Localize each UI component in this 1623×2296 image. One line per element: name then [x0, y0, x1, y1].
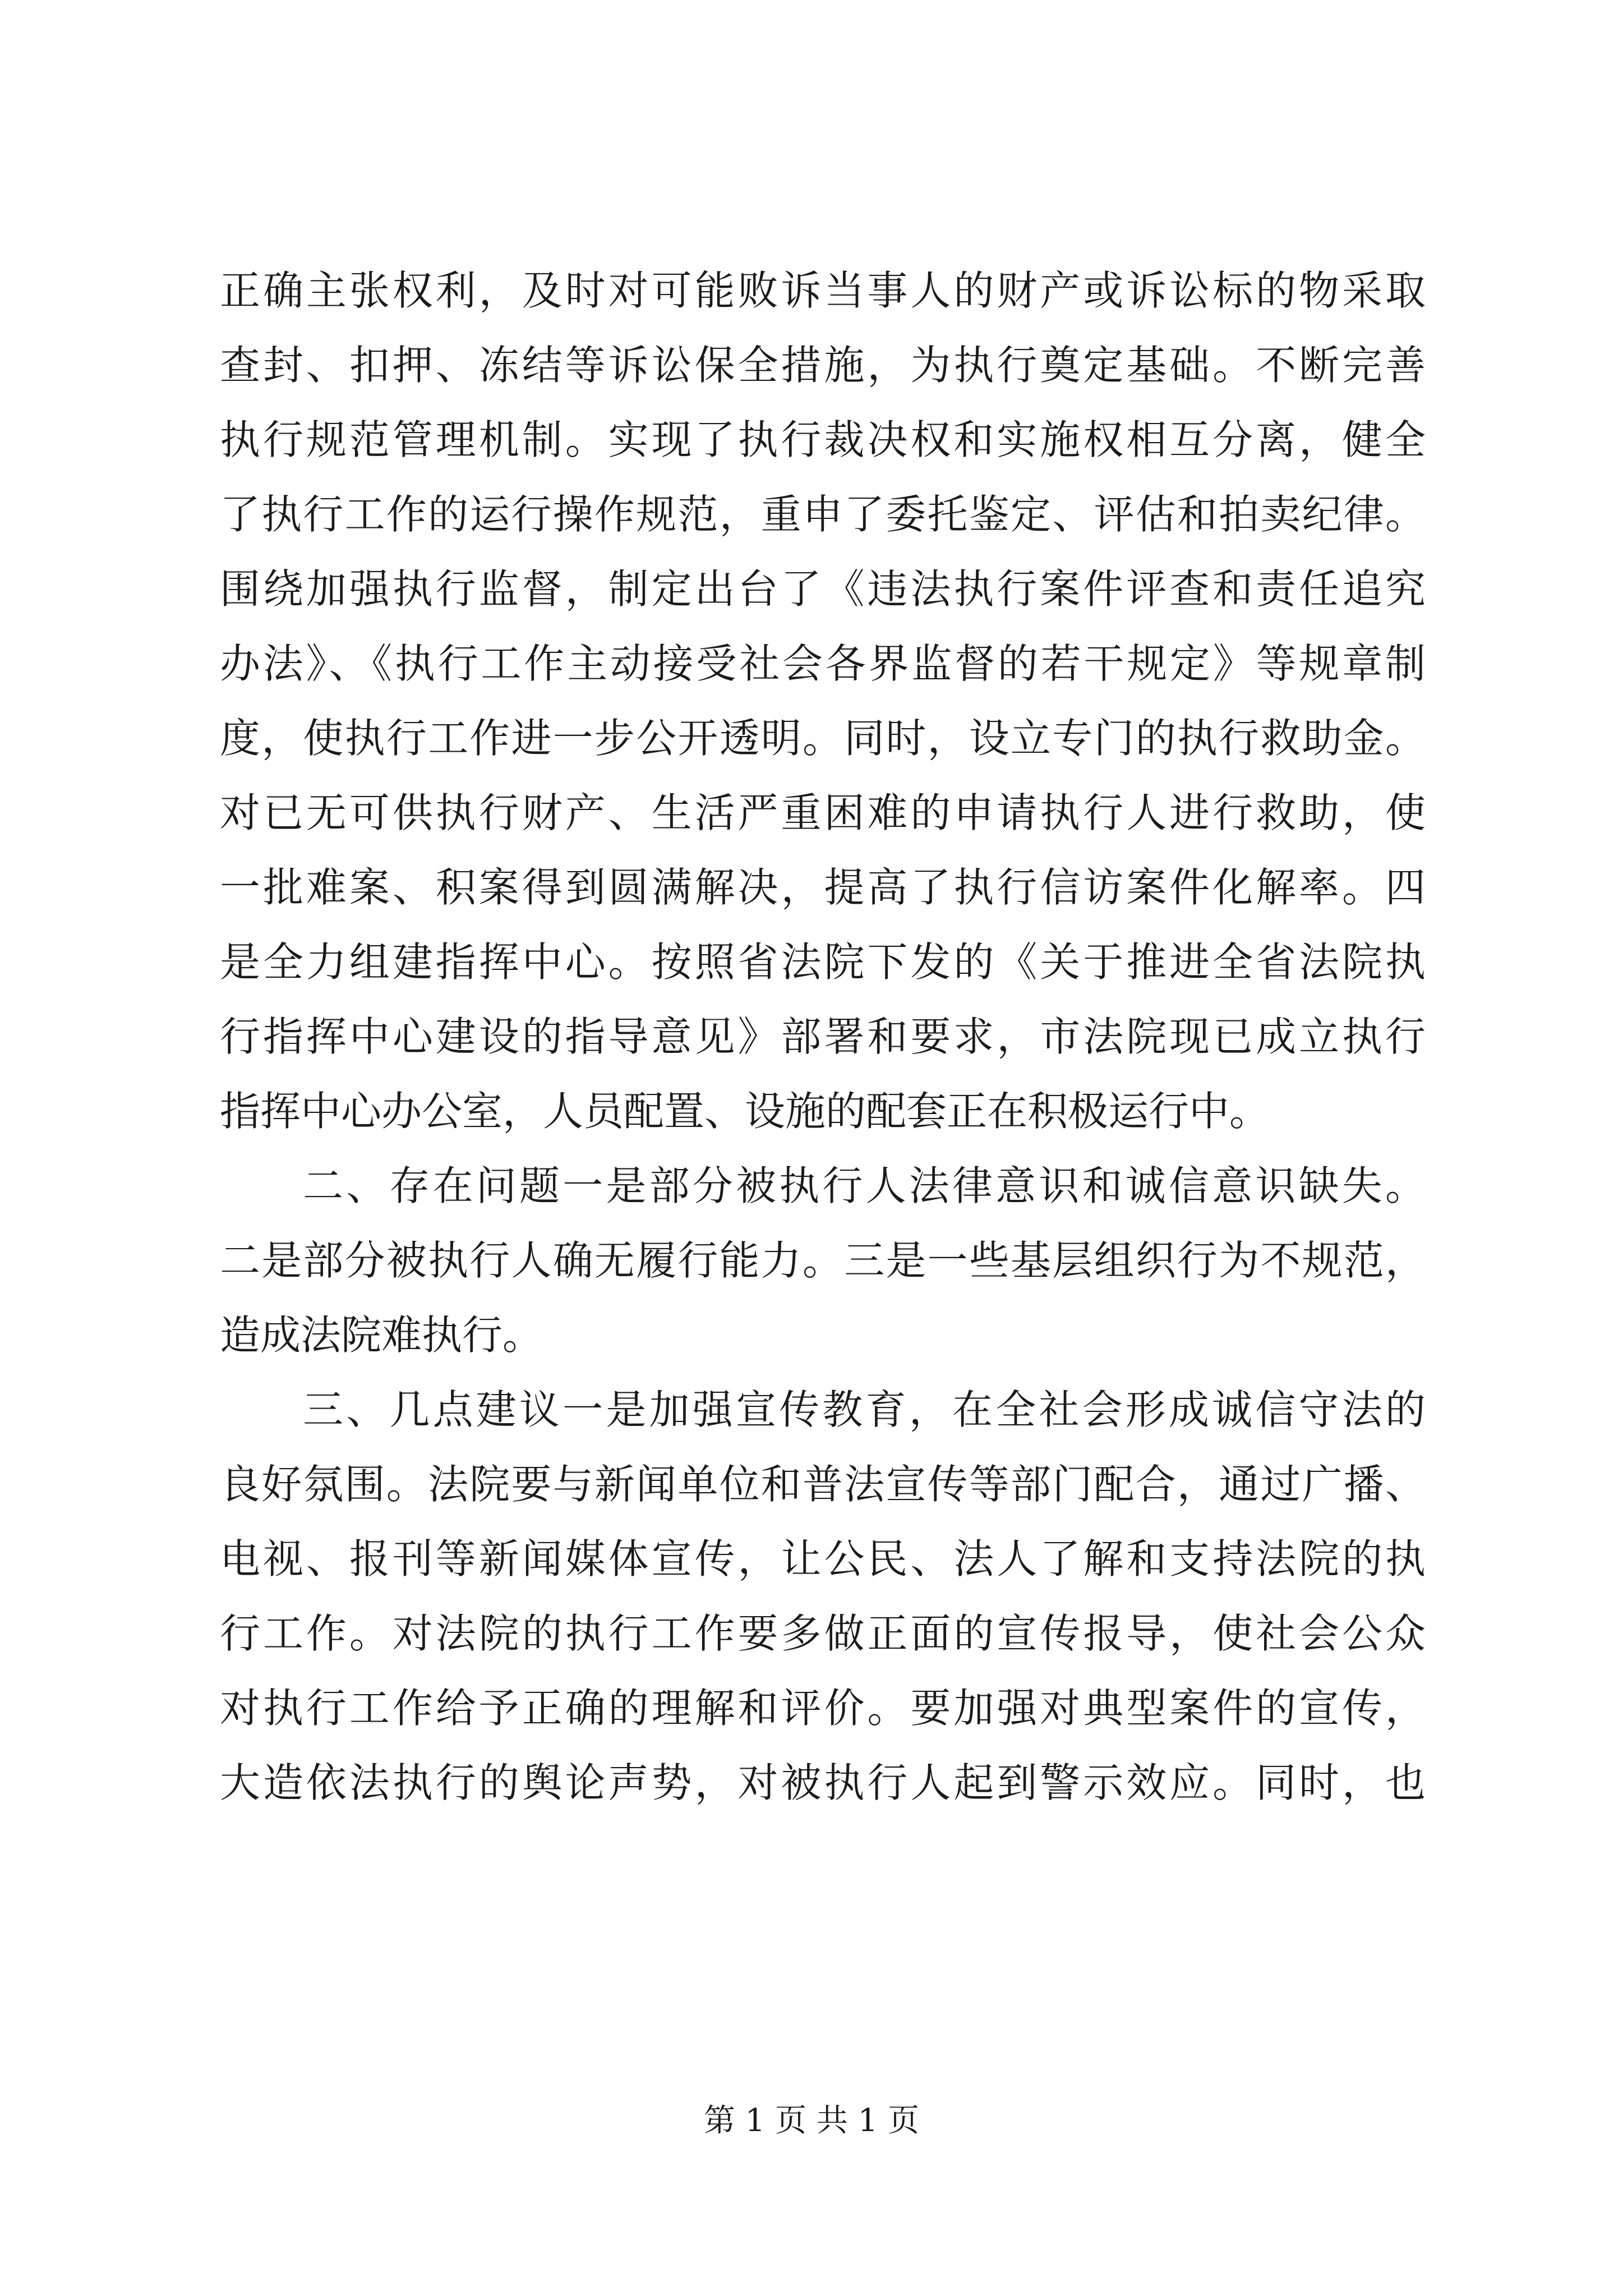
- text-line: 二是部分被执行人确无履行能力。三是一些基层组织行为不规范，: [220, 1237, 1426, 1284]
- text-line: 查封、扣押、冻结等诉讼保全措施，为执行奠定基础。不断完善: [220, 342, 1426, 389]
- text-line: 对已无可供执行财产、生活严重困难的申请执行人进行救助，使: [220, 789, 1426, 836]
- text-line: 办法》、《执行工作主动接受社会各界监督的若干规定》等规章制: [220, 640, 1426, 687]
- text-line: 正确主张权利，及时对可能败诉当事人的财产或诉讼标的物采取: [220, 267, 1426, 314]
- section-heading-line: 三、几点建议一是加强宣传教育，在全社会形成诚信守法的: [303, 1386, 1426, 1433]
- text-line: 良好氛围。法院要与新闻单位和普法宣传等部门配合，通过广播、: [220, 1461, 1426, 1508]
- text-line: 围绕加强执行监督，制定出台了《违法执行案件评查和责任追究: [220, 565, 1426, 613]
- text-line: 大造依法执行的舆论声势，对被执行人起到警示效应。同时，也: [220, 1759, 1426, 1806]
- section-heading-line: 二、存在问题一是部分被执行人法律意识和诚信意识缺失。: [303, 1162, 1426, 1209]
- text-line: 了执行工作的运行操作规范，重申了委托鉴定、评估和拍卖纪律。: [220, 491, 1426, 538]
- text-line: 对执行工作给予正确的理解和评价。要加强对典型案件的宣传，: [220, 1685, 1426, 1732]
- text-line: 执行规范管理机制。实现了执行裁决权和实施权相互分离，健全: [220, 416, 1426, 463]
- text-line: 行工作。对法院的执行工作要多做正面的宣传报导，使社会公众: [220, 1610, 1426, 1657]
- text-line: 指挥中心办公室，人员配置、设施的配套正在积极运行中。: [220, 1088, 1270, 1135]
- text-line: 造成法院难执行。: [220, 1312, 543, 1359]
- page-footer: 第 1 页 共 1 页: [703, 2102, 920, 2139]
- text-line: 行指挥中心建设的指导意见》部署和要求，市法院现已成立执行: [220, 1013, 1426, 1060]
- text-line: 电视、报刊等新闻媒体宣传，让公民、法人了解和支持法院的执: [220, 1535, 1426, 1582]
- text-line: 一批难案、积案得到圆满解决，提高了执行信访案件化解率。四: [220, 864, 1426, 911]
- body-text: [220, 254, 1426, 1820]
- text-line: 是全力组建指挥中心。按照省法院下发的《关于推进全省法院执: [220, 938, 1426, 986]
- text-line: 度，使执行工作进一步公开透明。同时，设立专门的执行救助金。: [220, 715, 1426, 762]
